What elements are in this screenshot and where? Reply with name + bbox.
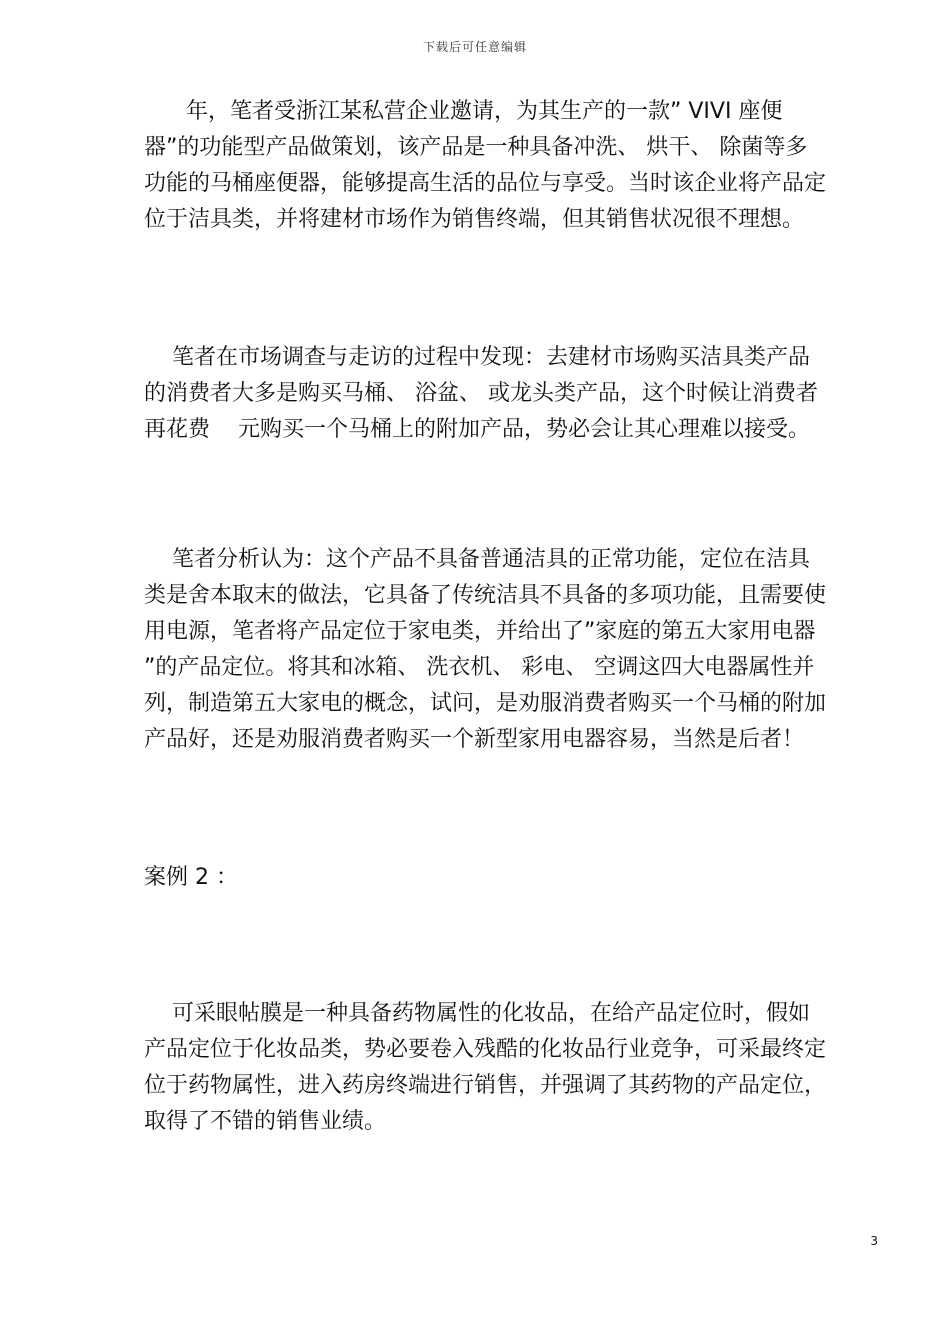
paragraph-line: 可采眼帖膜是一种具备药物属性的化妆品，在给产品定位时，假如: [144, 1001, 810, 1026]
paragraph-line: 年，笔者受浙江某私营企业邀请，为其生产的一款” VIVI 座便: [144, 99, 783, 124]
paragraph-vivi-case: [144, 94, 864, 238]
paragraph-line: 的消费者大多是购买马桶、 浴盆、 或龙头类产品，这个时候让消费者: [144, 381, 818, 406]
paragraph-line: 位于洁具类，并将建材市场作为销售终端，但其销售状况很不理想。: [144, 207, 805, 232]
paragraph-line: 器”的功能型产品做策划，该产品是一种具备冲洗、 烘干、 除菌等多: [144, 135, 808, 160]
paragraph-line: 取得了不错的销售业绩。: [144, 1109, 387, 1134]
paragraph-kecai-case: [144, 996, 864, 1140]
page-number: 3: [870, 1234, 878, 1248]
paragraph-line: 产品定位于化妆品类，势必要卷入残酷的化妆品行业竞争，可采最终定: [144, 1037, 827, 1062]
paragraph-line: ”的产品定位。将其和冰箱、 洗衣机、 彩电、 空调这四大电器属性并: [144, 655, 815, 680]
paragraph-line: 笔者分析认为：这个产品不具备普通洁具的正常功能，定位在洁具: [144, 547, 810, 572]
paragraph-line: 功能的马桶座便器，能够提高生活的品位与享受。当时该企业将产品定: [144, 171, 827, 196]
page-header: 下载后可任意编辑: [422, 40, 527, 54]
paragraph-line: 产品好，还是劝服消费者购买一个新型家用电器容易，当然是后者！: [144, 727, 805, 752]
paragraph-line: 笔者在市场调查与走访的过程中发现：去建材市场购买洁具类产品: [144, 345, 810, 370]
paragraph-line: 位于药物属性，进入药房终端进行销售，并强调了其药物的产品定位，: [144, 1073, 827, 1098]
case-heading: [144, 860, 864, 896]
paragraph-analysis: [144, 542, 864, 758]
paragraph-line: 类是舍本取末的做法，它具备了传统洁具不具备的多项功能，且需要使: [144, 583, 827, 608]
paragraph-line: 再花费 元购买一个马桶上的附加产品，势必会让其心理难以接受。: [144, 417, 810, 442]
paragraph-line: 列，制造第五大家电的概念，试问，是劝服消费者购买一个马桶的附加: [144, 691, 827, 716]
paragraph-line: 用电源，笔者将产品定位于家电类，并给出了”家庭的第五大家用电器: [144, 619, 816, 644]
paragraph-market-research: [144, 340, 864, 448]
case-heading-text: 案例 2 ：: [144, 865, 238, 890]
